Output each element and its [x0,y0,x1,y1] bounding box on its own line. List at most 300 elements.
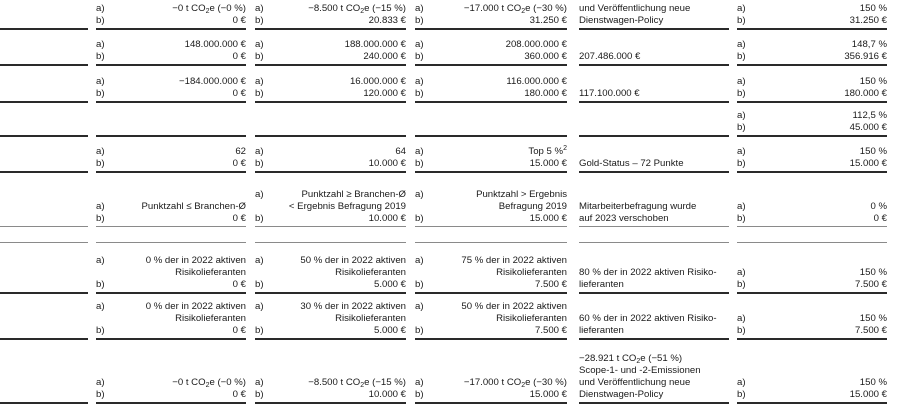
item-label: a) [96,76,105,87]
cell-line [737,341,887,353]
cell-line [415,341,567,353]
row-divider [415,226,567,227]
cell-line [579,301,729,313]
cell-line [255,146,406,158]
item-label: b) [415,51,424,62]
cell-line [737,313,887,325]
cell-value: 180.000 € [524,88,567,99]
item-label: b) [737,122,746,133]
cell-value: Risikolieferanten [496,313,567,324]
cell-line [96,146,246,158]
cell-line [415,39,567,51]
cell-line [737,88,887,100]
cell-line [255,189,406,201]
cell-line [255,15,406,27]
cell-value: 7.500 € [854,279,887,290]
cell-line [579,353,729,365]
item-label: a) [255,76,264,87]
row-divider-lead [0,338,88,340]
cell-value: 0 € [232,279,246,290]
cell-line [415,76,567,88]
cell-value: 30 % der in 2022 aktiven [300,301,406,312]
cell-value: 0 € [873,213,887,224]
cell-text: 207.486.000 € [579,51,641,62]
cell-line [737,301,887,313]
cell-line [255,39,406,51]
cell-value: 50 % der in 2022 aktiven [461,301,567,312]
cell-value: 7.500 € [534,279,567,290]
cell-line [737,15,887,27]
cell-line [579,279,729,291]
cell-value: Punktzahl > Ergebnis [476,189,567,200]
cell-line [96,76,246,88]
item-label: b) [96,389,105,400]
item-label: b) [737,88,746,99]
cell-line [415,213,567,225]
cell-line [96,313,246,325]
cell-line [255,51,406,63]
table-cell [96,104,246,137]
cell-text: Scope-1- und -2-Emissionen [579,365,701,376]
row-divider-lead [0,402,88,404]
cell-line [255,201,406,213]
cell-text: und Veröffentlichung neue [579,3,691,14]
cell-line [96,158,246,170]
item-label: b) [415,15,424,26]
cell-line [579,189,729,201]
cell-line [737,158,887,170]
cell-line [415,325,567,337]
cell-text: 117.100.000 € [579,88,640,99]
row-divider [255,402,406,404]
cell-line [737,213,887,225]
row-divider [255,242,406,243]
cell-value: 20.833 € [368,15,406,26]
item-label: a) [96,201,105,212]
cell-value: 360.000 € [524,51,567,62]
cell-line [96,341,246,353]
cell-value: 150 % [859,267,887,278]
item-label: a) [737,3,746,14]
cell-line [96,279,246,291]
row-divider-lead [0,28,88,30]
table-cell [415,230,567,244]
table-cell [579,246,729,294]
item-label: a) [415,3,424,14]
item-label: a) [255,39,264,50]
cell-line [737,76,887,88]
cell-value: 5.000 € [373,325,406,336]
item-label: a) [415,301,424,312]
cell-line [579,51,729,63]
table-cell [737,172,887,228]
item-label: a) [737,377,746,388]
row-divider [255,338,406,340]
row-divider [579,28,729,30]
table-row [0,230,899,244]
item-label: b) [255,15,264,26]
item-label: a) [737,39,746,50]
cell-value: Top 5 %$^2$ [528,145,567,157]
cell-value: 240.000 € [363,51,406,62]
cell-value: Punktzahl ≤ Branchen-Ø [141,201,246,212]
cell-line [415,201,567,213]
row-divider-lead [0,64,88,66]
table-cell [415,0,567,30]
cell-line [255,279,406,291]
cell-value: 0 € [232,88,246,99]
table-row [0,292,899,340]
table-row [0,104,899,137]
row-divider [415,242,567,243]
cell-line [579,76,729,88]
table-row [0,341,899,404]
cell-line [96,15,246,27]
cell-line [737,3,887,15]
item-label: a) [737,146,746,157]
item-label: b) [255,279,264,290]
cell-line [415,389,567,401]
cell-text: Dienstwagen-Policy [579,389,664,400]
cell-line [415,51,567,63]
row-divider-lead [0,226,88,227]
cell-value: 150 % [859,76,887,87]
item-label: b) [96,15,105,26]
cell-line [96,39,246,51]
item-label: a) [415,255,424,266]
cell-value: 208.000.000 € [505,39,567,50]
cell-line [96,201,246,213]
item-label: b) [96,279,105,290]
cell-line [415,189,567,201]
cell-value: 64 [395,146,406,157]
item-label: a) [255,301,264,312]
table-cell [255,246,406,294]
item-label: a) [415,189,424,200]
table-cell [737,34,887,66]
item-label: b) [96,88,105,99]
item-label: b) [737,279,746,290]
cell-value: 45.000 € [849,122,887,133]
table-cell [579,230,729,244]
row-divider [96,338,246,340]
cell-value: Risikolieferanten [335,267,406,278]
item-label: b) [96,213,105,224]
cell-value: 112,5 % [852,110,887,121]
cell-value: 5.000 € [373,279,406,290]
row-divider [255,64,406,66]
cell-value: 7.500 € [854,325,887,336]
table-cell [255,341,406,404]
cell-value: Punktzahl ≥ Branchen-Ø [301,189,406,200]
cell-line [255,377,406,389]
table-cell [255,104,406,137]
cell-value: 150 % [859,313,887,324]
cell-line [96,377,246,389]
table-row [0,0,899,30]
table-cell [579,34,729,66]
cell-value: −184.000.000 € [179,76,246,87]
item-label: b) [415,88,424,99]
cell-line [579,213,729,225]
table-cell [96,0,246,30]
table-cell [255,138,406,173]
cell-line [737,353,887,365]
cell-value: 356.916 € [844,51,887,62]
cell-value: < Ergebnis Befragung 2019 [288,201,406,212]
cell-text: und Veröffentlichung neue [579,377,691,388]
row-divider [737,101,887,103]
item-label: b) [415,158,424,169]
cell-value: 150 % [859,3,887,14]
table-cell [579,68,729,103]
table-cell [96,68,246,103]
cell-line [415,313,567,325]
cell-text: 80 % der in 2022 aktiven Risiko- [579,267,717,278]
item-label: a) [415,146,424,157]
table-cell [255,0,406,30]
cell-line [96,189,246,201]
row-divider [737,242,887,243]
item-label: b) [255,158,264,169]
row-divider-lead [0,135,88,137]
item-label: b) [415,325,424,336]
item-label: b) [737,213,746,224]
item-label: b) [737,389,746,400]
cell-value: 148.000.000 € [184,39,246,50]
table-cell [96,246,246,294]
cell-line [415,158,567,170]
cell-value: 0 € [232,325,246,336]
item-label: a) [737,110,746,121]
cell-text: 60 % der in 2022 aktiven Risiko- [579,313,717,324]
cell-line [255,313,406,325]
cell-line [415,267,567,279]
cell-line [415,353,567,365]
table-cell [737,246,887,294]
item-label: a) [737,313,746,324]
table-cell [415,104,567,137]
cell-line [737,377,887,389]
row-divider [415,338,567,340]
table-cell [737,341,887,404]
row-divider [579,101,729,103]
row-divider [415,402,567,404]
table-row [0,246,899,294]
cell-line [96,389,246,401]
cell-value: 16.000.000 € [349,76,406,87]
cell-value: 0 € [232,158,246,169]
cell-text: −28.921 t $CO_2e$ (−51 %) [579,353,683,365]
cell-line [579,146,729,158]
cell-line [255,389,406,401]
item-label: a) [255,146,264,157]
cell-text: auf 2023 verschoben [579,213,669,224]
item-label: b) [255,213,264,224]
item-label: b) [96,158,105,169]
cell-value: −8.500 t $CO_2e$ (−15 %) [308,377,406,389]
row-divider [737,135,887,137]
cell-line [255,213,406,225]
item-label: a) [737,267,746,278]
row-divider [96,101,246,103]
cell-value: 50 % der in 2022 aktiven [300,255,406,266]
cell-value: 0 % [870,201,887,212]
table-cell [579,0,729,30]
row-divider [96,64,246,66]
cell-value: −8.500 t $CO_2e$ (−15 %) [308,3,406,15]
cell-line [737,201,887,213]
table-cell [579,341,729,404]
cell-value: 7.500 € [534,325,567,336]
cell-value: 10.000 € [368,389,406,400]
row-divider [96,28,246,30]
cell-value: 0 € [232,213,246,224]
cell-line [255,325,406,337]
table-row [0,68,899,103]
cell-line [96,3,246,15]
cell-value: Risikolieferanten [335,313,406,324]
cell-value: 0 € [232,389,246,400]
cell-value: 15.000 € [849,158,887,169]
row-divider [415,101,567,103]
table-row [0,172,899,228]
table-cell [255,230,406,244]
row-divider [415,135,567,137]
cell-line [579,255,729,267]
table-cell [415,292,567,340]
item-label: a) [96,3,105,14]
cell-text: Dienstwagen-Policy [579,15,664,26]
cell-line [579,389,729,401]
item-label: b) [415,279,424,290]
table-cell [96,34,246,66]
cell-line [96,255,246,267]
cell-value: 188.000.000 € [344,39,406,50]
cell-value: 75 % der in 2022 aktiven [461,255,567,266]
row-divider [737,338,887,340]
cell-value: 31.250 € [529,15,567,26]
cell-line [255,3,406,15]
cell-line [579,377,729,389]
table-cell [737,138,887,173]
cell-value: 148,7 % [851,39,887,50]
cell-line [737,389,887,401]
row-divider [415,28,567,30]
row-divider [579,402,729,404]
cell-line [579,158,729,170]
cell-value: 15.000 € [529,158,567,169]
table-row [0,138,899,173]
cell-line [96,325,246,337]
row-divider [737,226,887,227]
row-divider [255,28,406,30]
cell-line [737,365,887,377]
cell-line [737,51,887,63]
cell-value: 31.250 € [849,15,887,26]
row-divider [737,64,887,66]
table-cell [737,68,887,103]
item-label: b) [415,213,424,224]
item-label: a) [737,76,746,87]
item-label: b) [737,325,746,336]
cell-line [579,39,729,51]
row-divider [579,135,729,137]
row-divider [96,242,246,243]
item-label: b) [255,88,264,99]
item-label: a) [96,301,105,312]
row-divider-lead [0,242,88,243]
row-divider [96,402,246,404]
cell-value: 15.000 € [529,213,567,224]
item-label: b) [737,15,746,26]
cell-value: 116.000.000 € [506,76,567,87]
table-cell [96,292,246,340]
table-cell [96,341,246,404]
cell-line [579,313,729,325]
item-label: b) [255,51,264,62]
cell-line [96,51,246,63]
table-cell [255,172,406,228]
row-divider-lead [0,101,88,103]
cell-value: 15.000 € [849,389,887,400]
cell-value: 0 € [232,51,246,62]
item-label: a) [96,39,105,50]
cell-text: Gold-Status – 72 Punkte [579,158,684,169]
cell-line [579,15,729,27]
row-divider [579,242,729,243]
table-row [0,34,899,66]
cell-line [737,189,887,201]
cell-line [737,267,887,279]
item-label: a) [96,377,105,388]
row-divider [737,28,887,30]
cell-line [737,279,887,291]
table-cell [579,292,729,340]
table-cell [255,292,406,340]
item-label: a) [737,201,746,212]
cell-value: 0 € [232,15,246,26]
table-cell [415,172,567,228]
cell-line [255,76,406,88]
item-label: a) [255,377,264,388]
cell-text: lieferanten [579,279,624,290]
cell-line [255,301,406,313]
table-cell [255,34,406,66]
cell-line [96,267,246,279]
cell-line [737,146,887,158]
cell-line [737,325,887,337]
item-label: b) [415,389,424,400]
cell-value: Risikolieferanten [175,313,246,324]
cell-text: lieferanten [579,325,624,336]
cell-line [415,15,567,27]
cell-value: 10.000 € [368,158,406,169]
cell-line [96,213,246,225]
cell-line [415,377,567,389]
item-label: b) [96,325,105,336]
cell-line [579,3,729,15]
cell-line [255,267,406,279]
cell-line [255,353,406,365]
cell-line [579,325,729,337]
cell-line [255,341,406,353]
row-divider [255,226,406,227]
item-label: b) [96,51,105,62]
cell-line [255,158,406,170]
cell-value: 150 % [859,377,887,388]
cell-value: Befragung 2019 [498,201,567,212]
